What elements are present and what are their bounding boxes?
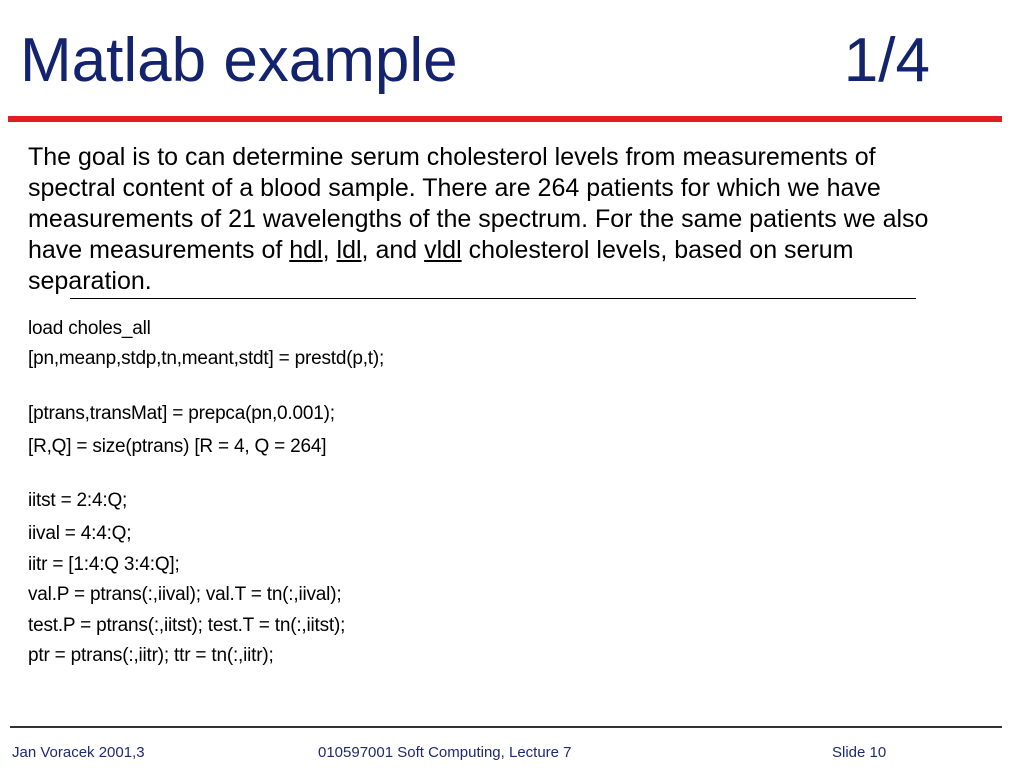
footer-author: Jan Voracek 2001,3 (12, 744, 145, 761)
code-line: [pn,meanp,stdp,tn,meant,stdt] = prestd(p,t); (28, 348, 385, 369)
title-divider (8, 116, 1002, 122)
code-line: [ptrans,transMat] = prepca(pn,0.001); (28, 403, 335, 424)
ldl-link[interactable]: ldl (336, 236, 362, 264)
page-label: 1/4 (843, 26, 930, 95)
code-line: ptr = ptrans(:,iitr); ttr = tn(:,iitr); (28, 645, 274, 666)
title-text: Matlab example (20, 26, 458, 95)
code-line: val.P = ptrans(:,iival); val.T = tn(:,iival); (28, 584, 342, 605)
hdl-link[interactable]: hdl (289, 236, 323, 264)
intro-text-1: The goal is to can determine serum cholesterol levels from measurements of spectral content of a blood sample. There are 264 patients for which we have measurements of 21 wavelengths of the spectrum. For the same patients we also have measurements of (28, 143, 929, 264)
intro-text-2: cholesterol levels, based on serum separation. (28, 236, 854, 295)
code-line: iival = 4:4:Q; (28, 523, 132, 544)
footer-course: 010597001 Soft Computing, Lecture 7 (318, 744, 572, 761)
intro-paragraph (28, 142, 958, 297)
code-line: load choles_all (28, 318, 151, 339)
footer-divider (10, 726, 1002, 728)
code-line: iitr = [1:4:Q 3:4:Q]; (28, 554, 180, 575)
footer-slide-number: Slide 10 (832, 744, 887, 761)
code-line: test.P = ptrans(:,iitst); test.T = tn(:,iitst); (28, 615, 346, 636)
section-divider (70, 298, 916, 299)
code-line: iitst = 2:4:Q; (28, 490, 128, 511)
code-line: [R,Q] = size(ptrans) [R = 4, Q = 264] (28, 436, 327, 457)
intro-sep-1: , (322, 236, 337, 264)
slide-title (20, 26, 940, 96)
intro-sep-2: , and (361, 236, 425, 264)
vldl-link[interactable]: vldl (424, 236, 462, 264)
